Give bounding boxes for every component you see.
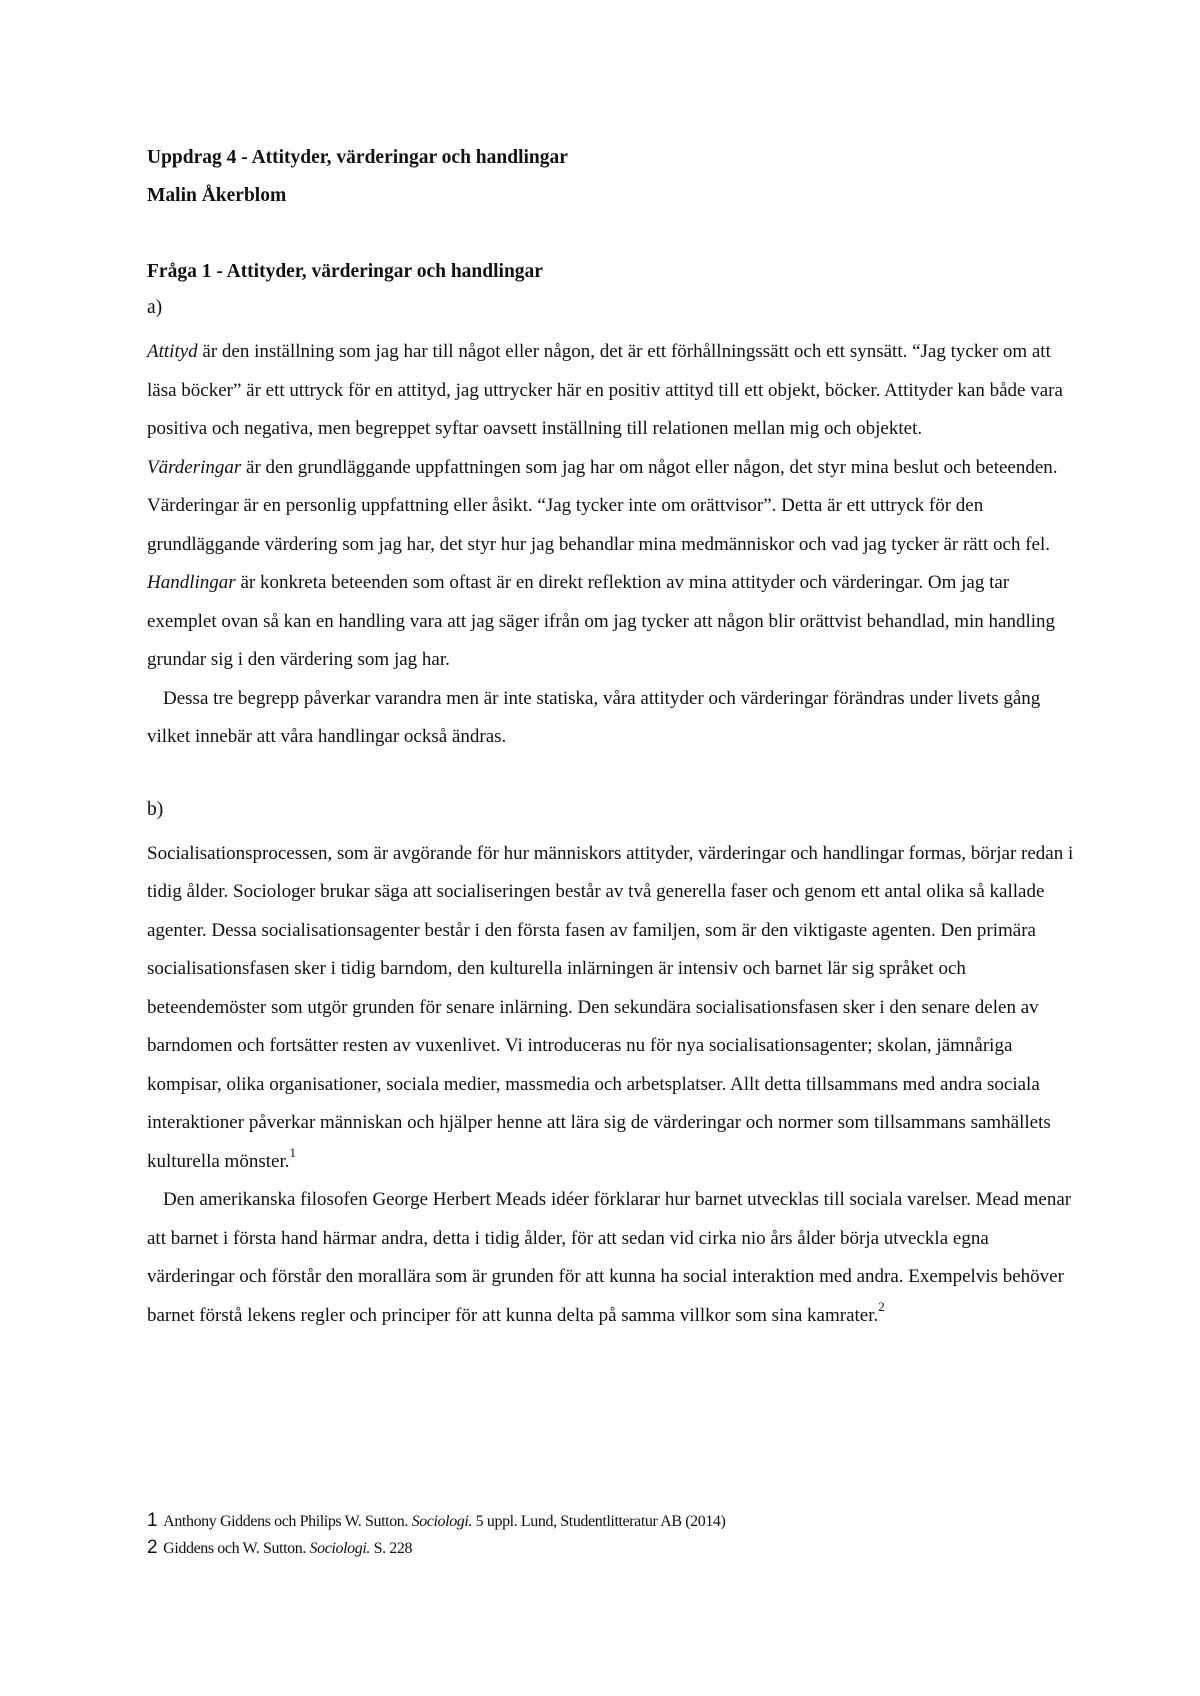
term-handlingar: Handlingar (147, 572, 236, 593)
part-a-label: a) (147, 297, 163, 318)
question-1-heading: Fråga 1 - Attityder, värderingar och handlingar (147, 261, 543, 282)
footnotes (147, 1508, 1077, 1562)
footnote-1-italic: Sociologi. (411, 1513, 473, 1530)
paragraph-handlingar (147, 564, 1077, 680)
paragraph-mead (147, 1181, 1077, 1335)
footnote-ref-1: 1 (289, 1145, 296, 1161)
handlingar-text: är konkreta beteenden som oftast är en direkt reflektion av mina attityder och värderingar. Om jag tar exemplet ovan så kan en handling vara att jag säger ifrån om jag tycker att någon blir orättvist behandlad, min handling grundar sig i den värdering som jag har. (147, 572, 1056, 670)
document-title: Uppdrag 4 - Attityder, värderingar och handlingar (147, 147, 568, 168)
footnote-2-after: S. 228 (370, 1540, 413, 1557)
paragraph-summary: Dessa tre begrepp påverkar varandra men är inte statiska, våra attityder och värderingar förändras under livets gång vilket innebär att våra handlingar också ändras. (147, 687, 1041, 747)
term-attityd: Attityd (147, 341, 198, 362)
footnote-ref-2: 2 (878, 1299, 885, 1315)
mead-text: Den amerikanska filosofen George Herbert Meads idéer förklarar hur barnet utvecklas till sociala varelser. Mead menar att barnet i första hand härmar andra, detta i tidig ålder, för att sedan vid cirka nio års ålder börja utveckla egna värderingar och förstår den morallära som är grunden för att kunna ha social interaktion med andra. Exempelvis behöver barnet förstå lekens regler och principer för att kunna delta på samma villkor som sina kamrater. (147, 1189, 1072, 1326)
footnote-1 (147, 1508, 1077, 1535)
footnote-1-number: 1 (147, 1510, 158, 1531)
paragraph-attityd (147, 333, 1077, 449)
attityd-text: är den inställning som jag har till något eller någon, det är ett förhållningssätt och ett synsätt. “Jag tycker om att läsa böcker” är ett uttryck för en attityd, jag uttrycker här en positiv attityd till ett objekt, böcker. Attityder kan både vara positiva och negativa, men begreppet syftar oavsett inställning till relationen mellan mig och objektet. (147, 341, 1063, 439)
footnote-1-before: Anthony Giddens och Philips W. Sutton. (163, 1513, 412, 1530)
socialisation-text: Socialisationsprocessen, som är avgörande för hur människors attityder, värderingar och handlingar formas, börjar redan i tidig ålder. Sociologer brukar säga att socialiseringen består av två generella faser och genom ett antal olika så kallade agenter. Dessa socialisationsagenter består i den första fasen av familjen, som är den viktigaste agenten. Den primära socialisationsfasen sker i tidig barndom, den kulturella inlärningen är intensiv och barnet lär sig språket och beteendemöster som utgör grunden för senare inlärning. Den sekundära socialisationsfasen sker i den senare delen av barndomen och fortsätter resten av vuxenlivet. Vi introduceras nu för nya socialisationsagenter; skolan, jämnåriga kompisar, olika organisationer, sociala medier, massmedia och arbetsplatser. Allt detta tillsammans med andra sociala interaktioner påverkar människan och hjälper henne att lära sig de värderingar och normer som tillsammans samhällets kulturella mönster. (147, 842, 1074, 1172)
paragraph-socialisation (147, 835, 1077, 1182)
document-author: Malin Åkerblom (147, 185, 287, 206)
varderingar-text: är den grundläggande uppfattningen som jag har om något eller någon, det styr mina beslut och beteenden. Värderingar är en personlig uppfattning eller åsikt. “Jag tycker inte om orättvisor”. Detta är ett uttryck för den grundläggande värdering som jag har, det styr hur jag behandlar mina medmänniskor och vad jag tycker är rätt och fel. (147, 456, 1058, 555)
part-b-label: b) (147, 798, 164, 820)
footnote-2-italic: Sociologi. (309, 1540, 370, 1557)
term-varderingar: Värderingar (147, 456, 242, 478)
section-spacer (147, 757, 1077, 797)
paragraph-varderingar (147, 449, 1077, 565)
footnote-1-after: 5 uppl. Lund, Studentlitteratur AB (2014) (472, 1513, 726, 1530)
footnote-2 (147, 1535, 1077, 1562)
document-body (147, 145, 1077, 1335)
footnote-2-number: 2 (147, 1537, 158, 1558)
footnote-2-before: Giddens och W. Sutton. (163, 1540, 310, 1557)
